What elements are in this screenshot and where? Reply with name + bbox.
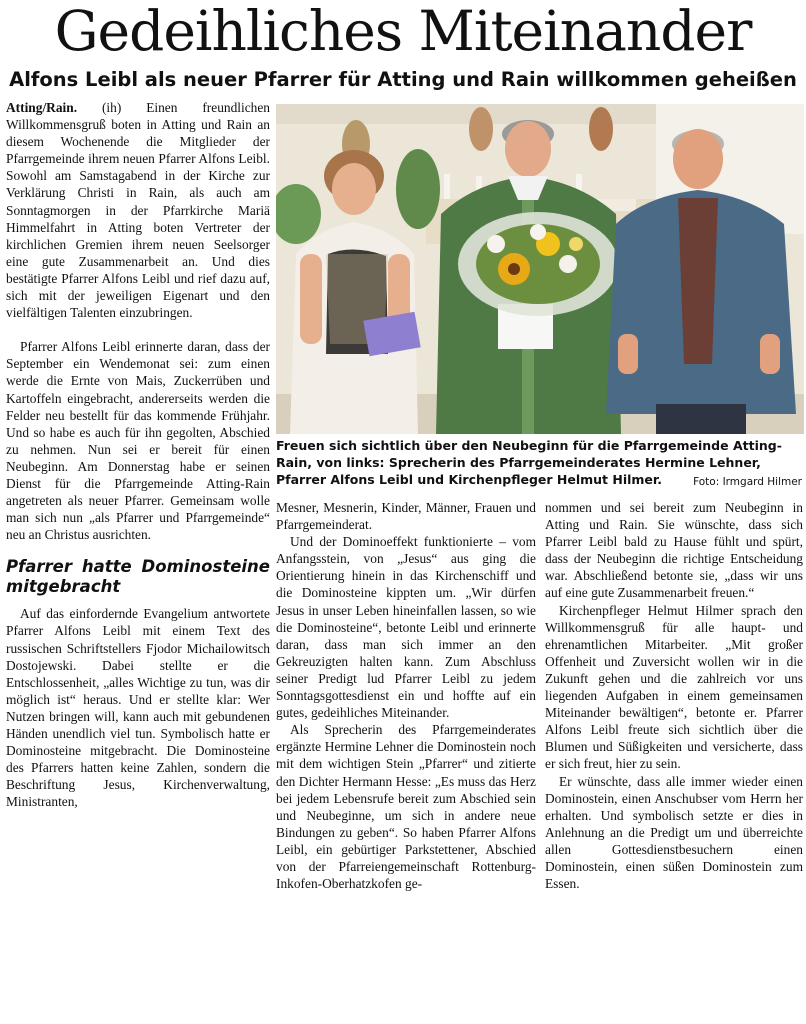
subheadline: Alfons Leibl als neuer Pfarrer für Atting und Rain willkommen geheißen [9,68,797,91]
paragraph-6: Kirchenpfleger Helmut Hilmer sprach den Willkommensgruß für alle haupt- und ehrenamtlichen Mitarbeiter. „Mit großer Offenheit und Zuversicht wollen wir in die Zukunft gehen und die zahlreich vor uns liegenden Aufgaben in einem gemeinsamen Miteinander bewältigen“, betonte er. Pfarrer Alfons Leibl freute sich sichtlich über die Blumen und Süßigkeiten und versicherte, dass er sich freut, hier zu sein. [545,602,803,772]
caption-text: Freuen sich sichtlich über den Neubeginn für die Pfarrgemeinde Atting-Rain, von links: Sprecherin des Pfarrgemeinderates Hermine Lehner, Pfarrer Alfons Leibl und Kirchenpfleger Helmut Hilmer. [276,438,782,487]
photo-illustration [276,104,804,434]
paragraph-intro-text: (ih) Einen freundlichen Willkommensgruß boten in Atting und Rain an diesem Wochenende die Mitglieder der Pfarrgemeinde ihrem neuen Pfarrer Alfons Leibl. Sowohl am Samstagabend in der Kirche zur Verklärung Christi in Rain, als auch am Sonntagmorgen in der Pfarrkirche Mariä Himmelfahrt in Atting boten Vertreter der kirchlichen Gremien ihrem neuen Seelsorger eine gute Zusammenarbeit an. Und dies bestätigte Pfarrer Alfons Leibl und rief dazu auf, sich mit der jeweiligen Eigenart und den vielfältigen Talenten einzubringen. [6,100,270,321]
photo-credit: Foto: Irmgard Hilmer [693,476,802,488]
paragraph-2: Pfarrer Alfons Leibl erinnerte daran, dass der September ein Wendemonat sei: zum einen werde die Ernte von Mais, Zuckerrüben und Kartoffeln eingebracht, andererseits werden die Felder neu bestellt für das kommende Frühjahr. Und so habe es auch für ihn gegolten, Abschied zu nehmen. Nun sei er bereit für einen Neubeginn. Am Donnerstag habe er seinen Dienst für die Pfarrgemeinde Atting-Rain angetreten als neuer Pfarrer. Gemeinsam wolle man sich nun „als Pfarrer und Pfarrgemeinde“ neu an Christus ausrichten. [6,339,270,543]
paragraph-5: Als Sprecherin des Pfarrgemeinderates ergänzte Hermine Lehner die Dominostein noch mit dem wichtigen Stein „Pfarrer“ und zitierte den Dichter Hermann Hesse: „Es muss das Herz bei jedem Lebensrufe bereit zum Abschied sein und Neubeginne, um sich in andere neue Bindungen zu geben“. So haben Pfarrer Alfons Leibl, ein gebürtiger Parkstettener, Abschied von der Pfarreiengemeinschaft Rottenburg-Inkofen-Oberhatzkofen ge- [276,722,536,892]
paragraph-7: Er wünschte, dass alle immer wieder einen Dominostein, einen Anschubser vom Herrn her erhalten. Und symbolisch setzte er dies in Anlehnung an die Predigt um und überreichte allen Gottesdienstbesuchern einen Dominostein, einen süßen Dominostein zum Essen. [545,773,803,892]
paragraph-5-continued: nommen und sei bereit zum Neubeginn in Atting und Rain. Sie wünschte, dass sich Pfarrer Leibl bald zu Hause fühlt und spürt, dass der Neubeginn die richtige Entscheidung war. Abschließend betonte sie, „dass wir uns auf eine gute Zusammenarbeit freuen.“ [545,500,803,601]
dateline: Atting/Rain. [6,100,78,115]
paragraph-4: Und der Dominoeffekt funktionierte – vom Anfangsstein, von „Jesus“ aus ging die Orientierung hinein in das Kirchenschiff und die Dominosteine kippten um. „Wir dürfen Jesus in unser Leben hineinfallen lassen, so wie die Dominosteine“, betonte Leibl und erinnerte daran, dass man sich immer an den Gekreuzigten halten kann. Zum Abschluss seiner Predigt lud Pfarrer Leibl zu jedem Sonntagsgottesdienst ein und hoffte auf ein gutes, gedeihliches Miteinander. [276,534,536,721]
paragraph-3-continued: Mesner, Mesnerin, Kinder, Männer, Frauen und Pfarrgemeinderat. [276,500,536,533]
headline: Gedeihliches Miteinander [54,0,752,63]
article-photo [276,104,804,434]
paragraph-intro [6,99,270,321]
paragraph-3: Auf das einfordernde Evangelium antwortete Pfarrer Alfons Leibl mit einem Text des russischen Schriftstellers Fjodor Michailowitsch Dostojewski. Dabei stellte er die Entschlossenheit, „alles Wichtige zu tun, was dir möglich ist“ heraus. Und er stellte klar: Wer Nutzen bringen will, kann auch mit gebundenen Händen unendlich viel tun. Symbolisch hatte er Dominosteine mitgebracht. Die Dominosteine des Pfarrers hatten keine Zahlen, sondern die Beschriftung Jesus, Kirchenverwaltung, Ministranten, [6,606,270,810]
photo-caption [276,437,804,493]
section-heading: Pfarrer hatte Dominosteine mitgebracht [6,557,270,597]
article-column-3 [545,499,803,1024]
article-column-2 [276,499,536,1024]
article-column-1 [6,99,270,1024]
